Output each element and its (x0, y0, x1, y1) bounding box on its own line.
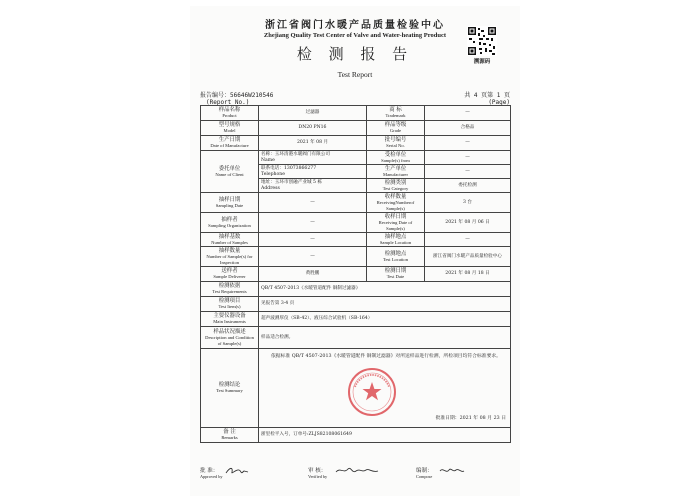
composer-signature-mark (438, 465, 466, 477)
instruments-label: 主要仪器设备 Main Instruments (201, 312, 259, 327)
number-samples-value: — (259, 233, 367, 247)
sample-from-label: 受检单位 Sample(s) from (367, 151, 425, 165)
sample-condition-value: 样品适合检测。 (259, 327, 511, 349)
sample-location-value: — (425, 233, 511, 247)
product-value: 过滤器 (259, 106, 367, 121)
client-label: 委托单位 Name of Client (201, 151, 259, 193)
report-table (200, 105, 511, 443)
grade-label: 样品等级 Grade (367, 121, 425, 136)
center-name-en: Zhejiang Quality Test Center of Valve and Water-heating Product (263, 32, 447, 39)
sampling-org-value: — (259, 213, 367, 233)
sample-from-value: — (425, 151, 511, 165)
receiving-date-value: 2021 年 08 月 06 日 (425, 213, 511, 233)
table-row (201, 349, 511, 428)
report-number-label: 报告编号： (200, 92, 231, 99)
test-summary-label: 检测结论 Test Summary (201, 349, 259, 428)
grade-value: 合格品 (425, 121, 511, 136)
table-row (201, 193, 511, 213)
official-stamp-icon (347, 367, 397, 417)
test-summary-text: 依据标准 QB/T 4507-2013《水暖管道配件 铜制过滤器》对所送样品进行检测，所检项目均符合标准要求。 (271, 353, 501, 359)
inspection-number-value: — (259, 247, 367, 267)
serial-no-label: 批号编号 Serial No. (367, 136, 425, 151)
report-sheet (190, 6, 520, 496)
sample-condition-label: 样品状况描述 Description and Condition of Sample(s) (201, 327, 259, 349)
verifier-signature-mark (334, 465, 382, 477)
serial-no-value: — (425, 136, 511, 151)
remarks-value: 浙里检平入号，订单号:ZLJS82108061649 (259, 428, 511, 443)
sample-deliverer-value: 黄胜鹏 (259, 267, 367, 282)
table-row (201, 267, 511, 282)
issue-date: 批准日期：2021 年 08 月 23 日 (435, 416, 506, 422)
report-title-en: Test Report (337, 70, 373, 79)
table-row (201, 297, 511, 312)
client-telephone: 联系电话：13073866277 Telephone (259, 165, 367, 179)
test-items-value: 见报告第 3-4 页 (259, 297, 511, 312)
test-summary-cell (259, 349, 511, 428)
table-row (201, 428, 511, 443)
table-row (201, 121, 511, 136)
test-location-value: 浙江省阀门水暖产品质量检验中心 (425, 247, 511, 267)
manufacture-date-label: 生产日期 Date of Manufacture (201, 136, 259, 151)
remarks-label: 备 注 Remarks (201, 428, 259, 443)
table-row (201, 247, 511, 267)
instruments-value: 超声波测厚仪（SB-42）、液压综合试验机（SB-164） (259, 312, 511, 327)
approver-signature-mark (224, 465, 250, 477)
manufacturer-label: 生产单位 Manufacturer (367, 165, 425, 179)
report-number-value: 56646W210546 (230, 92, 274, 99)
manufacturer-value: — (425, 165, 511, 179)
client-address: 地址：玉环市创融产业城 5 栋 Address (259, 179, 367, 193)
table-row (201, 327, 511, 349)
client-name: 名称：玉环清港水暖阀门有限公司 Name (259, 151, 367, 165)
receiving-number-label: 收样数量 ReceivingNumberof Sample(s) (367, 193, 425, 213)
test-date-label: 检测日期 Test Date (367, 267, 425, 282)
test-requirements-value: QB/T 4507-2013《水暖管道配件 铜制过滤器》 (259, 282, 511, 297)
page-number-en: (Page) (488, 99, 510, 106)
report-title-cn: 检 测 报 告 (296, 45, 414, 63)
manufacture-date-value: 2021 年 08 月 (259, 136, 367, 151)
table-row (201, 151, 511, 165)
report-number-en: (Report No.) (206, 99, 250, 106)
test-items-label: 检测项目 Test Item(s) (201, 297, 259, 312)
page-number-cn: 共 4 页第 1 页 (464, 92, 510, 99)
qr-code[interactable] (467, 26, 497, 56)
trademark-label: 商 标 Trademark (367, 106, 425, 121)
product-label: 样品名称 Product (201, 106, 259, 121)
table-row (201, 136, 511, 151)
test-date-value: 2021 年 08 月 18 日 (425, 267, 511, 282)
sampling-date-label: 抽样日期 Sampling Date (201, 193, 259, 213)
receiving-number-value: 3 台 (425, 193, 511, 213)
inspection-number-label: 抽样数量 Number of Sample(s) for Inspection (201, 247, 259, 267)
sample-deliverer-label: 送样者 Sample Deliverer (201, 267, 259, 282)
table-row (201, 233, 511, 247)
sampling-date-value: — (259, 193, 367, 213)
number-samples-label: 抽样基数 Number of Samples (201, 233, 259, 247)
test-location-label: 检测地点 Test Location (367, 247, 425, 267)
compose-signature: 编制： Compose (416, 468, 433, 479)
sample-location-label: 抽样地点 Sample Location (367, 233, 425, 247)
sampling-org-label: 抽样者 Sampling Organization (201, 213, 259, 233)
verified-signature: 审 核： Verified by (308, 468, 328, 479)
table-row (201, 312, 511, 327)
trademark-value: — (425, 106, 511, 121)
page-number (464, 92, 510, 106)
test-category-value: 委托检测 (425, 179, 511, 193)
model-label: 型号规格 Model (201, 121, 259, 136)
qr-label: 溯源码 (473, 59, 491, 65)
center-name-cn: 浙江省阀门水暖产品质量检验中心 (265, 20, 445, 31)
table-row (201, 213, 511, 233)
approved-signature: 批 准： Approved by (200, 468, 223, 479)
table-row (201, 106, 511, 121)
model-value: DN20 PN16 (259, 121, 367, 136)
report-number (200, 92, 273, 106)
test-requirements-label: 检测依据 Test Requirements (201, 282, 259, 297)
test-category-label: 检测类别 Test Category (367, 179, 425, 193)
table-row (201, 282, 511, 297)
receiving-date-label: 收样日期 Receiving Date of Sample(s) (367, 213, 425, 233)
